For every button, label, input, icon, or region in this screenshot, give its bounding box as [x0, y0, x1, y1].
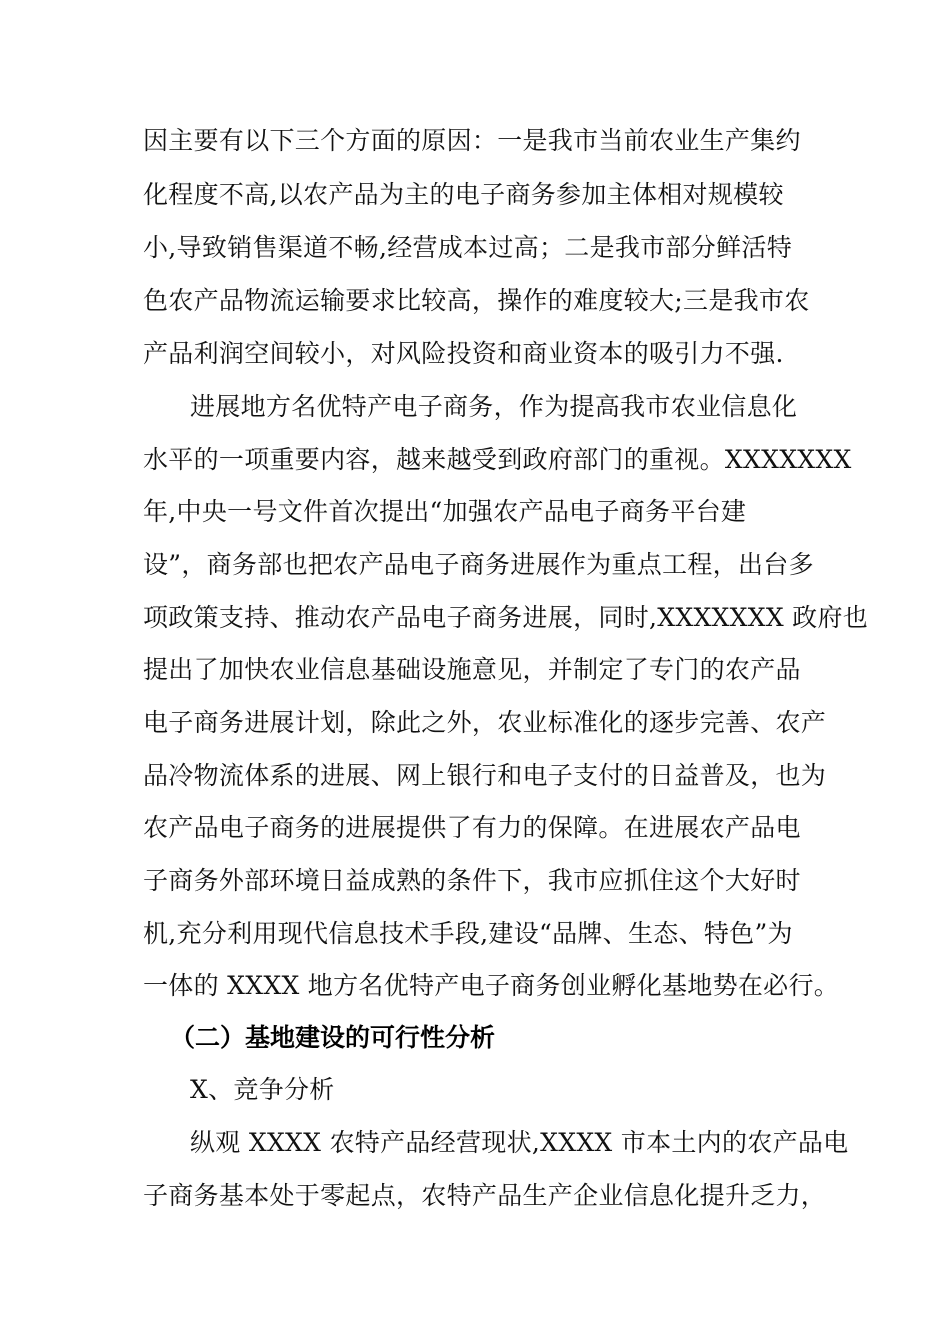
subsection-heading: X、竞争分析	[190, 1075, 335, 1104]
paragraph-line: 品冷物流体系的进展、网上银行和电子支付的日益普及，也为	[143, 761, 827, 790]
paragraph-line: 农产品电子商务的进展提供了有力的保障。在进展农产品电	[143, 813, 801, 842]
paragraph-line: 提出了加快农业信息基础设施意见，并制定了专门的农产品	[143, 655, 801, 684]
paragraph-line: 电子商务进展计划，除此之外，农业标准化的逐步完善、农产	[143, 708, 827, 737]
paragraph-line: 水平的一项重要内容，越来越受到政府部门的重视。XXXXXXX	[143, 445, 852, 474]
paragraph-line: 化程度不高,以农产品为主的电子商务参加主体相对规模较	[143, 180, 784, 209]
paragraph-line: 子商务基本处于零起点，农特产品生产企业信息化提升乏力，	[143, 1181, 827, 1210]
paragraph-line: 小,导致销售渠道不畅,经营成本过高；二是我市部分鲜活特	[143, 233, 792, 262]
paragraph-line: 年,中央一号文件首次提出“加强农产品电子商务平台建	[143, 497, 747, 526]
paragraph-line: 项政策支持、推动农产品电子商务进展，同时,XXXXXXX 政府也	[143, 603, 869, 632]
paragraph-line: 纵观 XXXX 农特产品经营现状,XXXX 市本土内的农产品电	[190, 1128, 849, 1157]
paragraph-line: 进展地方名优特产电子商务，作为提高我市农业信息化	[190, 392, 798, 421]
paragraph-line: 色农产品物流运输要求比较高，操作的难度较大;三是我市农	[143, 286, 810, 315]
paragraph-line: 机,充分利用现代信息技术手段,建设“品牌、生态、特色”为	[143, 919, 793, 948]
paragraph-line: 一体的 XXXX 地方名优特产电子商务创业孵化基地势在必行。	[143, 971, 840, 1000]
paragraph-line: 产品利润空间较小，对风险投资和商业资本的吸引力不强.	[143, 339, 784, 368]
paragraph-line: 设”，商务部也把农产品电子商务进展作为重点工程，出台多	[143, 550, 814, 579]
section-heading: （二）基地建设的可行性分析	[170, 1023, 496, 1052]
paragraph-line: 子商务外部环境日益成熟的条件下，我市应抓住这个大好时	[143, 866, 801, 895]
paragraph-line: 因主要有以下三个方面的原因：一是我市当前农业生产集约	[143, 126, 801, 155]
